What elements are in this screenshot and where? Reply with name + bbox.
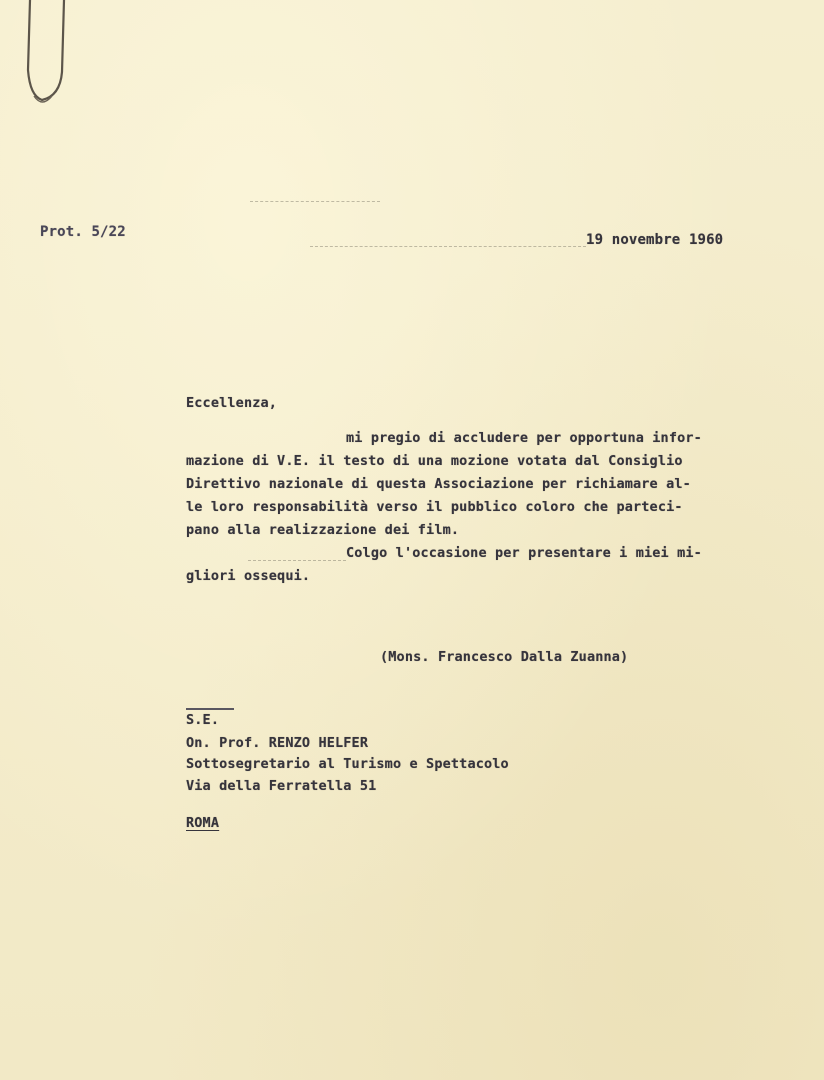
closing-line: Colgo l'occasione per presentare i miei mi- bbox=[346, 545, 702, 561]
staple-clip-mark bbox=[22, 0, 66, 110]
top-guide-line bbox=[250, 201, 380, 202]
address-rule bbox=[186, 708, 234, 710]
recipient-honorific: S.E. bbox=[186, 712, 220, 728]
salutation: Eccellenza, bbox=[186, 395, 278, 411]
body-line: mazione di V.E. il testo di una mozione votata dal Consiglio bbox=[186, 453, 683, 469]
body-line: mi pregio di accludere per opportuna infor- bbox=[346, 430, 702, 446]
recipient-name: On. Prof. RENZO HELFER bbox=[186, 735, 369, 751]
recipient-title: Sottosegretario al Turismo e Spettacolo bbox=[186, 756, 509, 772]
date-guide-line bbox=[310, 246, 586, 247]
recipient-city: ROMA bbox=[186, 815, 220, 831]
protocol-number: Prot. 5/22 bbox=[40, 224, 126, 240]
closing-line: gliori ossequi. bbox=[186, 568, 311, 584]
body-line: pano alla realizzazione dei film. bbox=[186, 522, 460, 538]
body-line: Direttivo nazionale di questa Associazione per richiamare al- bbox=[186, 476, 691, 492]
body-line: le loro responsabilità verso il pubblico coloro che parteci- bbox=[186, 499, 683, 515]
closing-guide-line bbox=[248, 560, 346, 561]
signature-line: (Mons. Francesco Dalla Zuanna) bbox=[380, 649, 629, 665]
recipient-street: Via della Ferratella 51 bbox=[186, 778, 377, 794]
letter-date: 19 novembre 1960 bbox=[586, 232, 724, 248]
